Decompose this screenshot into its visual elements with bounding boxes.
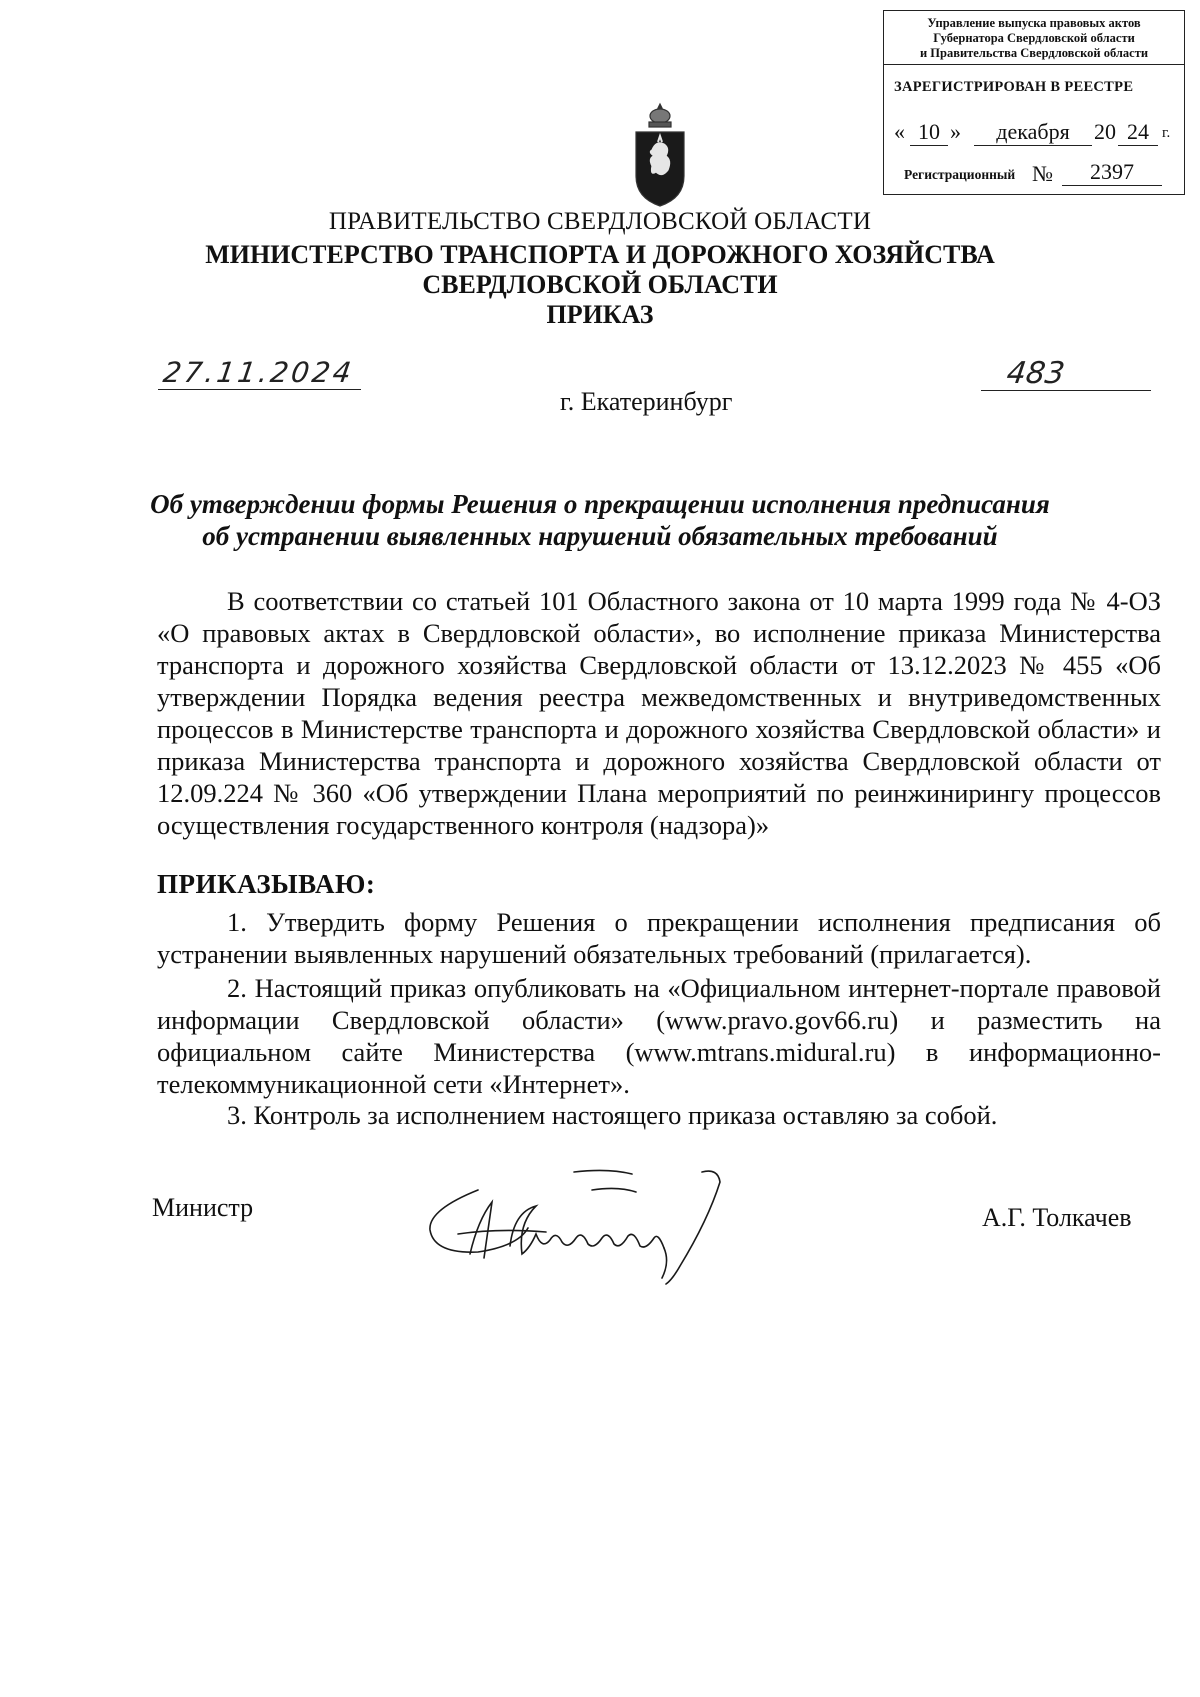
preamble-paragraph: В соответствии со статьей 101 Областного закона от 10 марта 1999 года № 4-ОЗ «О правовых актах в Свердловской области», во исполнение приказа Министерства транспорта и дорожного хозяйства Свердловской области от 13.12.2023 № 455 «Об утверждении Порядка ведения реестра межведомственных и внутриведомственных процессов в Министерстве транспорта и дорожного хозяйства Свердловской области» и приказа Министерства транспорта и дорожного хозяйства Свердловской области от 12.09.224 № 360 «Об утверждении Плана мероприятий по реинжинирингу процессов осуществления государственного контроля (надзора)»: [157, 586, 1161, 840]
stamp-registration-number: [904, 159, 1174, 191]
stamp-quote-close: »: [950, 119, 961, 144]
order-number: 483: [1004, 356, 1067, 391]
stamp-month: декабря: [974, 119, 1092, 146]
stamp-date: [894, 119, 1176, 149]
number-underline: [981, 390, 1151, 391]
ministry-title: МИНИСТЕРСТВО ТРАНСПОРТА И ДОРОЖНОГО ХОЗЯЙСТВА: [205, 240, 995, 269]
number-sign: №: [1032, 161, 1053, 186]
stamp-registered-label: ЗАРЕГИСТРИРОВАН В РЕЕСТРЕ: [894, 79, 1134, 95]
stamp-header-line: Управление выпуска правовых актов: [927, 16, 1141, 30]
stamp-reg-number: 2397: [1062, 159, 1162, 186]
signatory-name: А.Г. Толкачев: [982, 1203, 1132, 1232]
stamp-reg-label: Регистрационный: [904, 167, 1016, 182]
stamp-year-mark: г.: [1162, 125, 1171, 141]
signatory-role: Министр: [152, 1193, 254, 1222]
order-verb: ПРИКАЗЫВАЮ:: [157, 869, 376, 899]
handwritten-signature: [418, 1150, 758, 1290]
stamp-year-suffix: 24: [1118, 119, 1158, 146]
stamp-year-prefix: 20: [1094, 119, 1116, 144]
stamp-day: 10: [910, 119, 948, 146]
government-title: ПРАВИТЕЛЬСТВО СВЕРДЛОВСКОЙ ОБЛАСТИ: [328, 208, 872, 235]
stamp-header-line: и Правительства Свердловской области: [919, 46, 1149, 60]
stamp-quote-open: «: [894, 119, 905, 144]
stamp-header: [884, 11, 1184, 65]
order-item-2: 2. Настоящий приказ опубликовать на «Официальном интернет-портале правовой информации Свердловской области» (www.pravo.gov66.ru) и разместить на официальном сайте Министерства (www.mtrans.midural.ru) в информационно-телекоммуникационной сети «Интернет».: [157, 973, 1161, 1099]
region-title: СВЕРДЛОВСКОЙ ОБЛАСТИ: [422, 270, 778, 299]
order-item-1: 1. Утвердить форму Решения о прекращении исполнения предписания об устранении выявленных нарушений обязательных требований (прилагается).: [157, 907, 1161, 969]
order-item-3: 3. Контроль за исполнением настоящего приказа оставляю за собой.: [227, 1100, 998, 1130]
stamp-header-line: Губернатора Свердловской области: [933, 31, 1135, 45]
city: г. Екатеринбург: [560, 387, 733, 416]
registration-stamp: [883, 10, 1185, 195]
document-type: ПРИКАЗ: [546, 300, 654, 329]
order-subject-line: Об утверждении формы Решения о прекращении исполнения предписания: [150, 489, 1050, 519]
order-date: 27.11.2024: [161, 356, 357, 389]
order-subject-line: об устранении выявленных нарушений обязательных требований: [202, 521, 998, 551]
date-underline: [158, 389, 361, 390]
coat-of-arms-icon: [632, 102, 688, 208]
